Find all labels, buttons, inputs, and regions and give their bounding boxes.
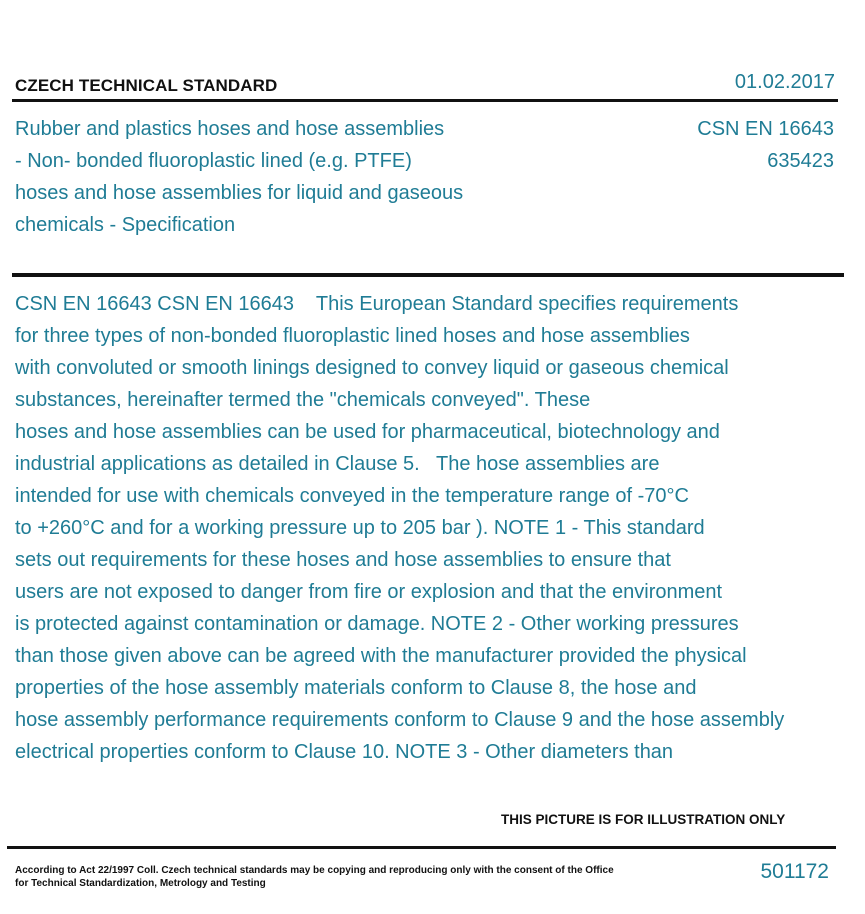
legal-line: According to Act 22/1997 Coll. Czech technical standards may be copying and reproducing only with the consent of the Office	[15, 865, 614, 876]
abstract-line: properties of the hose assembly materials conform to Clause 8, the hose and	[15, 677, 697, 699]
abstract-line: hose assembly performance requirements conform to Clause 9 and the hose assembly	[15, 709, 785, 731]
title-line: Rubber and plastics hoses and hose assemblies	[15, 118, 445, 140]
header-divider	[12, 99, 838, 102]
abstract-line: substances, hereinafter termed the "chemicals conveyed". These	[15, 389, 591, 411]
abstract-line: with convoluted or smooth linings designed to convey liquid or gaseous chemical	[15, 357, 729, 379]
legal-notice	[15, 864, 615, 890]
abstract-line: electrical properties conform to Clause 10. NOTE 3 - Other diameters than	[15, 741, 674, 763]
legal-line: for Technical Standardization, Metrology and Testing	[15, 878, 266, 889]
abstract-line: to +260°C and for a working pressure up to 205 bar ). NOTE 1 - This standard	[15, 517, 705, 539]
class-number: 635423	[767, 150, 834, 172]
standard-code: CSN EN 16643	[697, 118, 834, 140]
abstract-line: users are not exposed to danger from fire or explosion and that the environment	[15, 581, 723, 603]
title-line: hoses and hose assemblies for liquid and gaseous	[15, 182, 464, 204]
standard-type-heading: CZECH TECHNICAL STANDARD	[15, 76, 278, 95]
document-number: 501172	[760, 860, 829, 883]
abstract-line: is protected against contamination or damage. NOTE 2 - Other working pressures	[15, 613, 739, 635]
standard-codes	[697, 113, 834, 177]
abstract-line: CSN EN 16643 CSN EN 16643 This European Standard specifies requirements	[15, 293, 739, 315]
abstract-line: sets out requirements for these hoses and hose assemblies to ensure that	[15, 549, 671, 571]
abstract-text	[15, 288, 784, 768]
title-line: chemicals - Specification	[15, 214, 236, 236]
publication-date: 01.02.2017	[734, 71, 835, 93]
illustration-notice: THIS PICTURE IS FOR ILLUSTRATION ONLY	[501, 812, 786, 827]
abstract-line: intended for use with chemicals conveyed in the temperature range of -70°C	[15, 485, 689, 507]
title-divider	[12, 273, 844, 277]
abstract-line: industrial applications as detailed in Clause 5. The hose assemblies are	[15, 453, 660, 475]
abstract-line: for three types of non-bonded fluoroplastic lined hoses and hose assemblies	[15, 325, 690, 347]
document-title	[15, 113, 575, 241]
title-line: - Non- bonded fluoroplastic lined (e.g. PTFE)	[15, 150, 412, 172]
abstract-line: hoses and hose assemblies can be used for pharmaceutical, biotechnology and	[15, 421, 720, 443]
footer-divider	[7, 846, 836, 849]
abstract-line: than those given above can be agreed with the manufacturer provided the physical	[15, 645, 747, 667]
